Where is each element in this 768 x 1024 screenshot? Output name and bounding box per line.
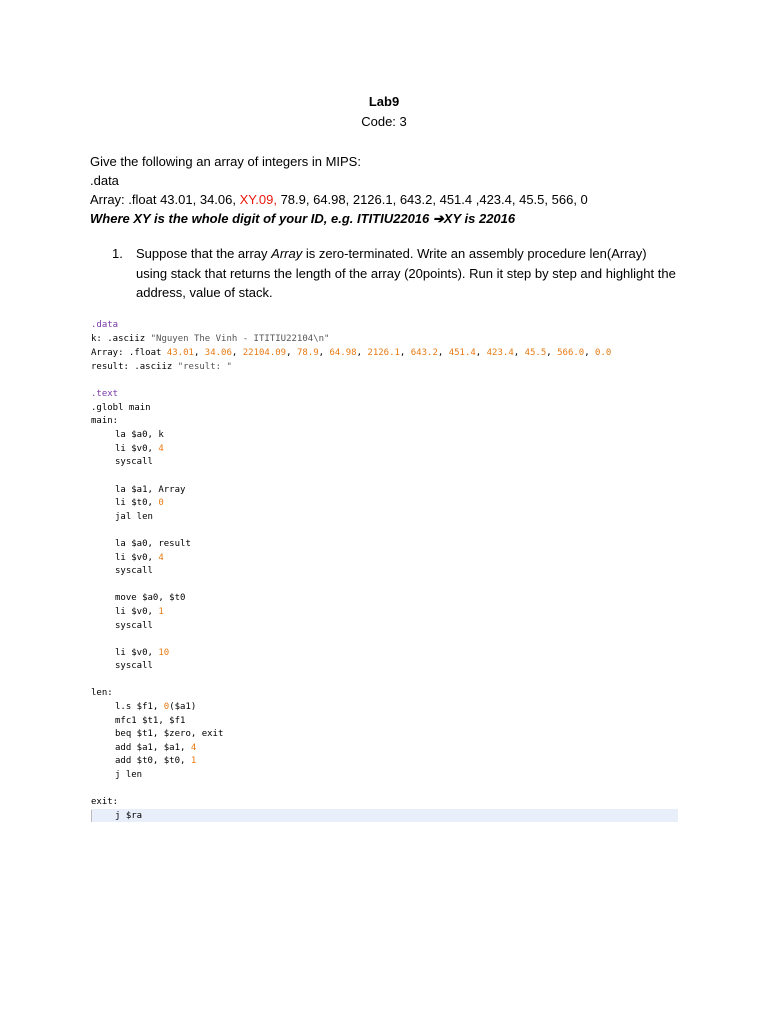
code-token: result: .asciiz	[91, 362, 178, 372]
array-value: 451.4	[448, 348, 476, 358]
code-token: Array: .float	[91, 348, 167, 358]
question-text	[136, 244, 681, 303]
code-number: 4	[158, 444, 164, 454]
code-line: la $a0, result	[115, 539, 191, 549]
array-value: 34.06	[204, 348, 232, 358]
code-line: syscall	[115, 621, 153, 631]
code-line-highlighted: j $ra	[115, 811, 143, 821]
array-value: 643.2	[410, 348, 438, 358]
array-separator: ,	[546, 348, 558, 358]
gutter-mark	[91, 810, 92, 822]
array-prefix: Array: .float 43.01, 34.06,	[90, 192, 240, 207]
code-token: li $v0,	[115, 444, 159, 454]
code-number: 0	[158, 498, 164, 508]
array-value: 423.4	[486, 348, 514, 358]
array-value: 566.0	[557, 348, 585, 358]
code-label: main:	[91, 416, 119, 426]
code-token: li $v0,	[115, 553, 159, 563]
code-line: .text	[91, 389, 119, 399]
array-separator: ,	[437, 348, 449, 358]
question-array-italic: Array	[271, 246, 303, 261]
code-label: exit:	[91, 797, 119, 807]
code-string: "Nguyen The Vinh - ITITIU22104\n"	[150, 334, 330, 344]
array-separator: ,	[356, 348, 368, 358]
code-line: .data	[91, 320, 119, 330]
code-number: 0	[163, 702, 170, 712]
code-token: li $v0,	[115, 648, 159, 658]
question-number: 1.	[112, 246, 123, 261]
array-value: 45.5	[524, 348, 547, 358]
code-token: add $t0, $t0,	[115, 756, 191, 766]
id-note-result: XY is 22016	[443, 211, 516, 226]
array-separator: ,	[584, 348, 596, 358]
code-line-array	[91, 347, 611, 360]
array-suffix: 78.9, 64.98, 2126.1, 643.2, 451.4 ,423.4, 45.5, 566, 0	[276, 192, 588, 207]
array-values	[167, 348, 611, 358]
code-string: "result: "	[177, 362, 232, 372]
code-line	[115, 497, 164, 510]
code-line: beq $t1, $zero, exit	[115, 729, 224, 739]
code-line: la $a0, k	[115, 430, 164, 440]
intro-line: Give the following an array of integers in MIPS:	[90, 154, 361, 169]
code-number: 10	[158, 648, 170, 658]
code-line	[115, 755, 196, 768]
code-token: l.s $f1,	[115, 702, 164, 712]
code-line	[115, 443, 164, 456]
question-text-part1: Suppose that the array	[136, 246, 272, 261]
code-line: la $a1, Array	[115, 485, 186, 495]
array-value: 43.01	[166, 348, 194, 358]
array-value: 0.0	[595, 348, 612, 358]
code-token: li $v0,	[115, 607, 159, 617]
code-token: ($a1)	[169, 702, 197, 712]
array-separator: ,	[193, 348, 205, 358]
code-token: li $t0,	[115, 498, 159, 508]
code-number: 4	[158, 553, 164, 563]
code-line: syscall	[115, 566, 153, 576]
data-directive-line: .data	[90, 173, 119, 188]
arrow-icon: ➔	[432, 211, 444, 226]
array-separator: ,	[475, 348, 487, 358]
code-number: 1	[158, 607, 164, 617]
code-line	[115, 552, 164, 565]
code-number: 1	[190, 756, 197, 766]
lab-code: Code: 3	[361, 114, 407, 129]
code-line	[115, 647, 169, 660]
code-line: syscall	[115, 457, 153, 467]
array-separator: ,	[399, 348, 411, 358]
array-separator: ,	[513, 348, 525, 358]
code-label: len:	[91, 688, 113, 698]
array-definition-line	[90, 190, 588, 209]
array-xy-highlight: XY.09,	[239, 192, 277, 207]
array-value: 2126.1	[367, 348, 400, 358]
code-line: mfc1 $t1, $f1	[115, 716, 186, 726]
code-line	[115, 742, 196, 755]
array-separator: ,	[286, 348, 297, 358]
code-line	[115, 606, 164, 619]
code-line	[91, 333, 329, 346]
array-value: 78.9	[296, 348, 319, 358]
id-note-line	[90, 209, 515, 228]
id-note-text: Where XY is the whole digit of your ID, e.g. ITITIU22016	[90, 211, 433, 226]
code-token: add $a1, $a1,	[115, 743, 191, 753]
array-value: 22104.09	[242, 348, 287, 358]
code-line: j len	[115, 770, 143, 780]
code-token: k: .asciiz	[91, 334, 151, 344]
lab-title: Lab9	[368, 94, 400, 109]
code-line: .globl main	[91, 403, 151, 413]
current-line-highlight	[91, 809, 678, 822]
code-line	[115, 701, 196, 714]
array-value: 64.98	[329, 348, 357, 358]
question-text-part2: is zero-terminated. Write an assembly procedure len(Array) using stack that returns the length of the array (20points). Run it step by step and highlight the address, value of stack.	[136, 246, 676, 300]
code-line: move $a0, $t0	[115, 593, 186, 603]
array-separator: ,	[318, 348, 330, 358]
code-line: syscall	[115, 661, 153, 671]
array-separator: ,	[231, 348, 243, 358]
code-number: 4	[190, 743, 197, 753]
code-listing	[91, 318, 681, 832]
code-line: jal len	[115, 512, 153, 522]
code-line	[91, 361, 232, 374]
